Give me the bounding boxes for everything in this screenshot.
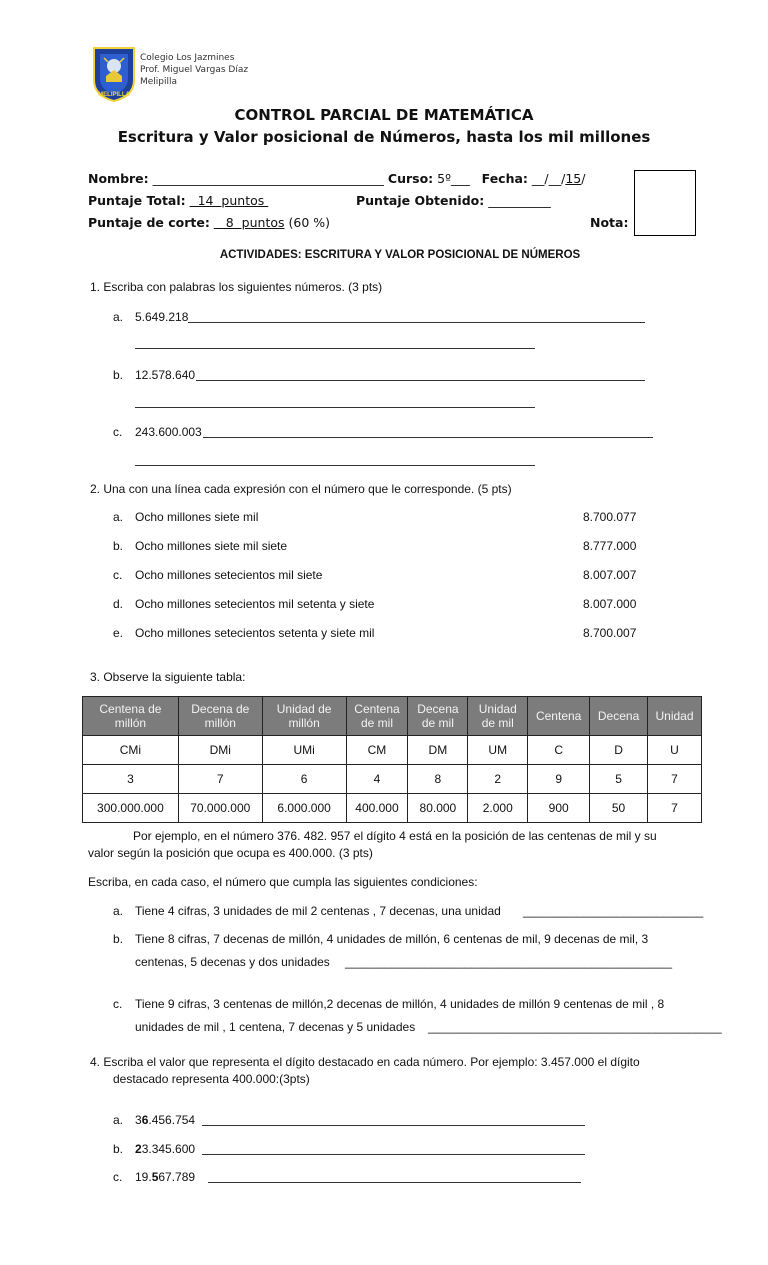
- table-cell: DM: [408, 736, 468, 765]
- school-city: Melipilla: [140, 77, 178, 87]
- q3-text: 3. Observe la siguiente tabla:: [90, 670, 246, 684]
- q2-item-e-letter: e.: [113, 626, 124, 640]
- grade-box[interactable]: [634, 170, 696, 236]
- q2-item-b-expression[interactable]: Ocho millones siete mil siete: [135, 539, 288, 553]
- q3-item-c-letter: c.: [113, 997, 123, 1011]
- place-value-table: [82, 696, 702, 823]
- q2-item-d-letter: d.: [113, 597, 124, 611]
- table-header-cell: Unidad de mil: [468, 697, 528, 736]
- table-cell: 6: [262, 765, 346, 794]
- q4-item-b-letter: b.: [113, 1142, 124, 1156]
- cutoff-score-row: [88, 215, 330, 230]
- table-cell: 50: [590, 794, 648, 823]
- table-cell: 300.000.000: [83, 794, 179, 823]
- table-header-cell: Decena de mil: [408, 697, 468, 736]
- cutoff-score-label: Puntaje de corte:: [88, 215, 210, 230]
- grade-label: Nota:: [590, 215, 629, 230]
- table-cell: CM: [346, 736, 408, 765]
- table-cell: DMi: [178, 736, 262, 765]
- table-cell: 7: [178, 765, 262, 794]
- q1-item-c-answer-line-2[interactable]: [135, 465, 535, 466]
- date-year: 15: [565, 171, 582, 186]
- table-cell: 2: [468, 765, 528, 794]
- table-cell: 70.000.000: [178, 794, 262, 823]
- q4-item-b-answer-line[interactable]: [202, 1154, 585, 1155]
- obtained-score-blank[interactable]: __________: [488, 193, 551, 208]
- school-name: Colegio Los Jazmines: [140, 53, 235, 63]
- name-label: Nombre:: [88, 171, 149, 186]
- q1-item-a-answer-line-2[interactable]: [135, 348, 535, 349]
- q4-item-a-letter: a.: [113, 1113, 124, 1127]
- logo-caption: MELIPILLA: [98, 92, 130, 98]
- date-end: /: [581, 171, 586, 186]
- q1-item-c-answer-line[interactable]: [203, 437, 653, 438]
- q3-item-c-blank[interactable]: ____________________________________________: [428, 1020, 722, 1034]
- q3-item-a-blank[interactable]: ___________________________: [523, 904, 704, 918]
- total-score-row: [88, 193, 268, 208]
- q3-item-c-text-2: unidades de mil , 1 centena, 7 decenas y 5 unidades: [135, 1020, 416, 1034]
- table-cell: UM: [468, 736, 528, 765]
- q2-item-c-number[interactable]: 8.007.007: [583, 568, 637, 582]
- q3-item-c-text-1: Tiene 9 cifras, 3 centenas de millón,2 decenas de millón, 4 unidades de millón 9 centenas de mil , 8: [135, 997, 665, 1011]
- q3-item-a-letter: a.: [113, 904, 124, 918]
- cutoff-percent: (60 %): [288, 215, 331, 230]
- q3-example-line-1: Por ejemplo, en el número 376. 482. 957 el dígito 4 está en la posición de las centenas de mil y su: [133, 829, 657, 843]
- table-cell: 2.000: [468, 794, 528, 823]
- table-row-abbrev: [83, 736, 702, 765]
- q2-item-c-expression[interactable]: Ocho millones setecientos mil siete: [135, 568, 323, 582]
- table-row-digits: [83, 765, 702, 794]
- q4-item-a-number: 36.456.754: [135, 1113, 196, 1127]
- table-header-cell: Centena de millón: [83, 697, 179, 736]
- q3-instruction: Escriba, en cada caso, el número que cumpla las siguientes condiciones:: [88, 875, 478, 889]
- highlighted-digit: 2: [135, 1142, 142, 1156]
- course-value[interactable]: 5º___: [437, 171, 470, 186]
- q3-item-b-text-2: centenas, 5 decenas y dos unidades: [135, 955, 330, 969]
- table-cell: 400.000: [346, 794, 408, 823]
- school-info: [140, 52, 248, 88]
- date-label: Fecha:: [481, 171, 528, 186]
- q2-item-e-expression[interactable]: Ocho millones setecientos setenta y siete mil: [135, 626, 375, 640]
- table-cell: 3: [83, 765, 179, 794]
- table-cell: 900: [528, 794, 590, 823]
- table-cell: C: [528, 736, 590, 765]
- q3-item-a-text: Tiene 4 cifras, 3 unidades de mil 2 centenas , 7 decenas, una unidad: [135, 904, 501, 918]
- obtained-score-row: [356, 193, 551, 208]
- teacher-name: Prof. Miguel Vargas Díaz: [140, 65, 249, 75]
- q1-item-b-answer-line[interactable]: [196, 380, 645, 381]
- q3-example-line-2: valor según la posición que ocupa es 400.000. (3 pts): [88, 846, 373, 860]
- q4-text-1: 4. Escriba el valor que representa el dígito destacado en cada número. Por ejemplo: 3.457.000 el dígito: [90, 1055, 640, 1069]
- q2-item-a-number[interactable]: 8.700.077: [583, 510, 637, 524]
- q2-item-d-number[interactable]: 8.007.000: [583, 597, 637, 611]
- cutoff-score-value: 8 puntos: [213, 215, 285, 230]
- table-header-cell: Unidad de millón: [262, 697, 346, 736]
- q4-item-b-number: 23.345.600: [135, 1142, 196, 1156]
- table-header-cell: Decena: [590, 697, 648, 736]
- name-row: [88, 171, 585, 186]
- table-cell: UMi: [262, 736, 346, 765]
- q3-item-b-blank[interactable]: _________________________________________________: [345, 955, 673, 969]
- exam-subtitle: Escritura y Valor posicional de Números, hasta los mil millones: [117, 128, 651, 146]
- table-header-cell: Unidad: [648, 697, 702, 736]
- table-cell: 7: [648, 794, 702, 823]
- table-row-values: [83, 794, 702, 823]
- q1-item-a-answer-line[interactable]: [188, 322, 645, 323]
- table-cell: 5: [590, 765, 648, 794]
- exam-title: CONTROL PARCIAL DE MATEMÁTICA: [234, 106, 534, 124]
- q2-item-d-expression[interactable]: Ocho millones setecientos mil setenta y siete: [135, 597, 375, 611]
- q3-item-b-text-1: Tiene 8 cifras, 7 decenas de millón, 4 unidades de millón, 6 centenas de mil, 9 decenas de mil, 3: [135, 932, 649, 946]
- highlighted-digit: 6: [141, 1113, 149, 1127]
- highlighted-digit: 5: [151, 1170, 159, 1184]
- table-cell: D: [590, 736, 648, 765]
- q2-item-b-letter: b.: [113, 539, 124, 553]
- q2-item-b-number[interactable]: 8.777.000: [583, 539, 637, 553]
- q4-text-2: destacado representa 400.000:(3pts): [113, 1072, 310, 1086]
- table-cell: CMi: [83, 736, 179, 765]
- q1-item-a-letter: a.: [113, 310, 124, 324]
- obtained-score-label: Puntaje Obtenido:: [356, 193, 485, 208]
- table-header-cell: Decena de millón: [178, 697, 262, 736]
- activities-title: ACTIVIDADES: ESCRITURA Y VALOR POSICIONAL DE NÚMEROS: [219, 249, 581, 261]
- q2-item-a-expression[interactable]: Ocho millones siete mil: [135, 510, 259, 524]
- table-header-row: [83, 697, 702, 736]
- q4-item-a-answer-line[interactable]: [202, 1125, 585, 1126]
- total-score-value: 14 puntos: [189, 193, 269, 208]
- q1-item-b-letter: b.: [113, 368, 124, 382]
- table-cell: U: [648, 736, 702, 765]
- name-blank[interactable]: _____________________________________: [152, 171, 384, 186]
- table-cell: 8: [408, 765, 468, 794]
- total-score-label: Puntaje Total:: [88, 193, 186, 208]
- q4-item-c-letter: c.: [113, 1170, 123, 1184]
- q1-item-a-number: 5.649.218: [135, 310, 189, 324]
- q1-item-c-number: 243.600.003: [135, 425, 202, 439]
- table-cell: 6.000.000: [262, 794, 346, 823]
- q2-text: 2. Una con una línea cada expresión con el número que le corresponde. (5 pts): [90, 482, 512, 496]
- q1-item-b-answer-line-2[interactable]: [135, 407, 535, 408]
- table-header-cell: Centena: [528, 697, 590, 736]
- q1-text: 1. Escriba con palabras los siguientes números. (3 pts): [90, 280, 383, 294]
- table-cell: 9: [528, 765, 590, 794]
- q4-item-c-number: 19.567.789: [135, 1170, 196, 1184]
- q3-item-b-letter: b.: [113, 932, 124, 946]
- q1-item-b-number: 12.578.640: [135, 368, 196, 382]
- q2-item-a-letter: a.: [113, 510, 124, 524]
- date-value[interactable]: __/__/: [531, 171, 566, 186]
- q2-item-e-number[interactable]: 8.700.007: [583, 626, 637, 640]
- course-label: Curso:: [387, 171, 434, 186]
- table-cell: 80.000: [408, 794, 468, 823]
- q2-item-c-letter: c.: [113, 568, 123, 582]
- table-header-cell: Centena de mil: [346, 697, 408, 736]
- table-cell: 4: [346, 765, 408, 794]
- table-cell: 7: [648, 765, 702, 794]
- q4-item-c-answer-line[interactable]: [208, 1182, 581, 1183]
- q1-item-c-letter: c.: [113, 425, 123, 439]
